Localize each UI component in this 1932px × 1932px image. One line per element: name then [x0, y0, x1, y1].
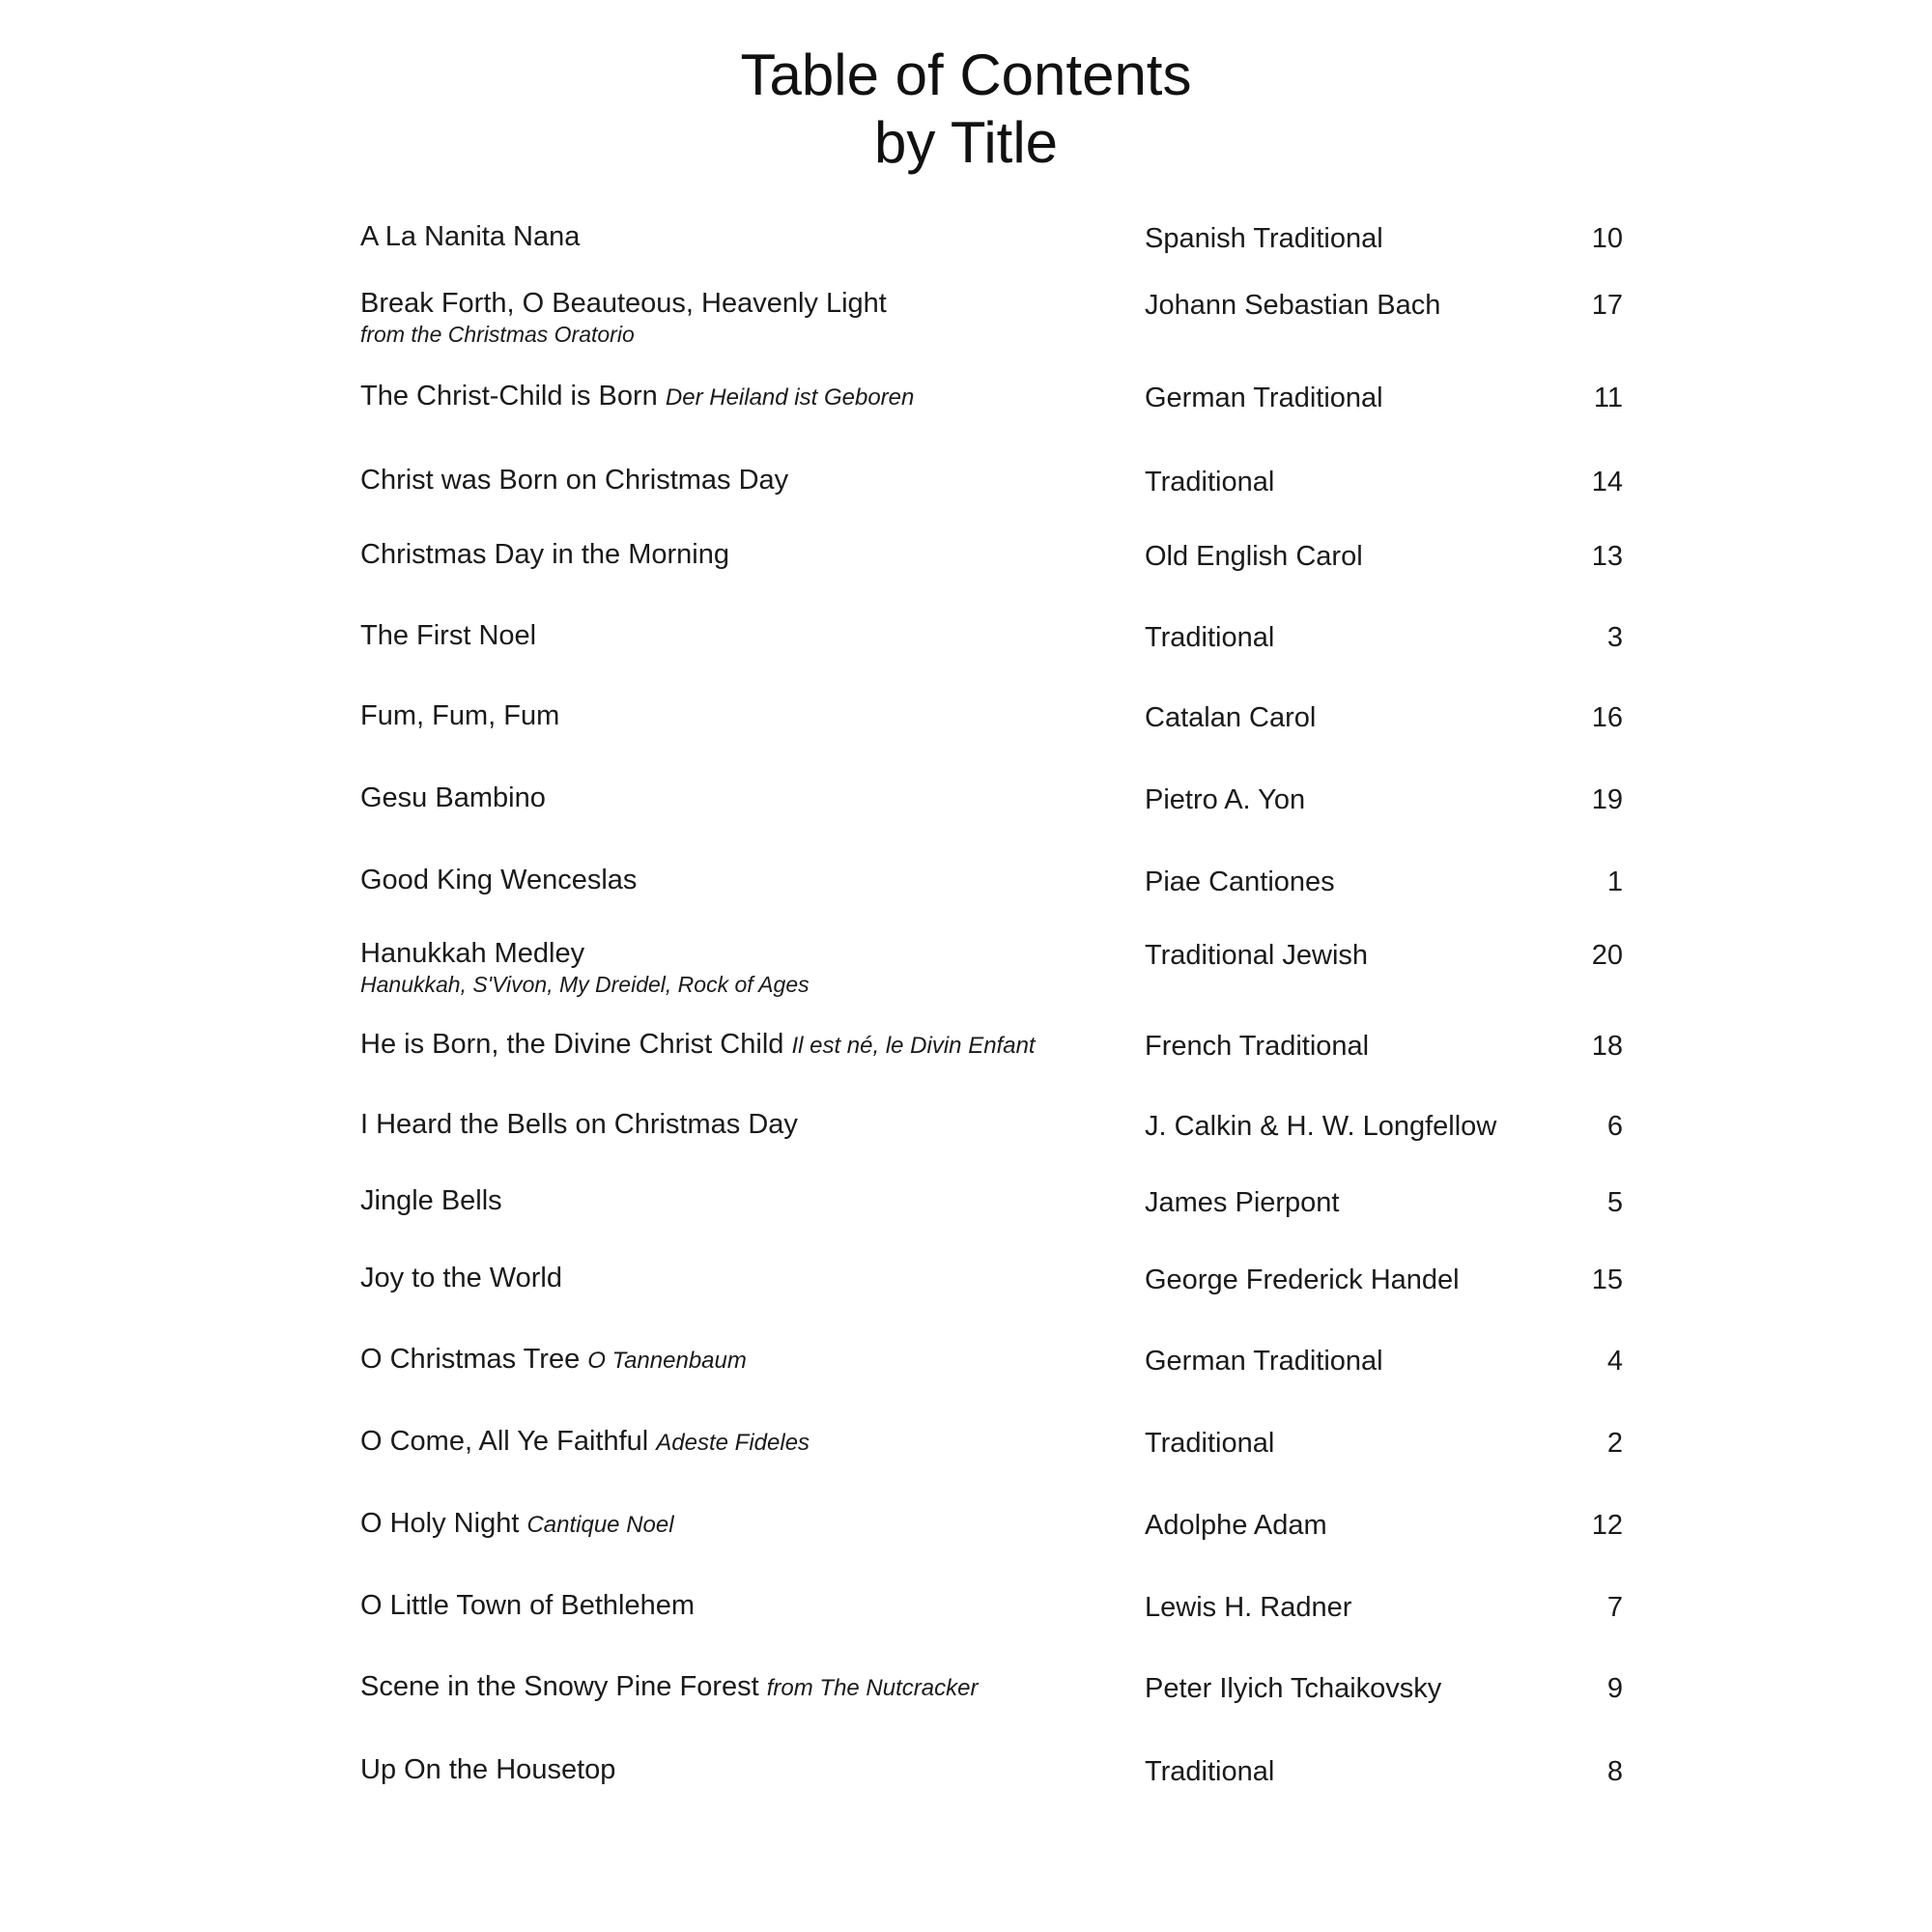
- entry-title-block: [360, 538, 1133, 571]
- entry-title: Joy to the World: [360, 1263, 563, 1293]
- entry-title: I Heard the Bells on Christmas Day: [360, 1109, 798, 1140]
- toc-entry: [0, 1028, 1932, 1095]
- entry-title: Fum, Fum, Fum: [360, 700, 560, 731]
- entry-page-number: 5: [1606, 1187, 1623, 1218]
- entry-composer: Traditional: [1145, 1756, 1275, 1787]
- entry-title: The First Noel: [360, 620, 537, 651]
- entry-composer: Traditional: [1145, 467, 1275, 497]
- toc-entry: [0, 619, 1932, 687]
- entry-page-number: 12: [1591, 1510, 1623, 1541]
- entry-page-number: 7: [1606, 1592, 1623, 1623]
- entry-composer: Adolphe Adam: [1145, 1510, 1327, 1541]
- entry-composer: German Traditional: [1145, 1346, 1383, 1377]
- entry-composer: Lewis H. Radner: [1145, 1592, 1352, 1623]
- entry-page-number: 16: [1591, 702, 1623, 733]
- entry-page-number: 15: [1591, 1264, 1623, 1295]
- toc-entry: [0, 1108, 1932, 1176]
- entry-title: Hanukkah Medley: [360, 938, 585, 969]
- toc-entry: [0, 538, 1932, 606]
- entry-title: O Christmas Tree: [360, 1344, 581, 1375]
- entry-title: He is Born, the Divine Christ Child: [360, 1029, 784, 1060]
- entry-title: Jingle Bells: [360, 1185, 502, 1216]
- entry-composer: Traditional: [1145, 1428, 1275, 1459]
- entry-composer: Piae Cantiones: [1145, 867, 1335, 897]
- entry-title: Good King Wenceslas: [360, 865, 638, 895]
- entry-page-number: 18: [1591, 1031, 1623, 1062]
- entry-page-number: 14: [1591, 467, 1623, 497]
- toc-entry: [0, 781, 1932, 849]
- entry-title: A La Nanita Nana: [360, 221, 581, 252]
- toc-entry: [0, 937, 1932, 1005]
- toc-entry: [0, 1343, 1932, 1410]
- toc-entry: [0, 1670, 1932, 1738]
- entry-composer: Peter Ilyich Tchaikovsky: [1145, 1673, 1442, 1704]
- entry-page-number: 8: [1606, 1756, 1623, 1787]
- toc-entry: [0, 1425, 1932, 1492]
- entry-page-number: 4: [1606, 1346, 1623, 1377]
- entry-composer: Catalan Carol: [1145, 702, 1317, 733]
- entry-alt-title: from The Nutcracker: [766, 1675, 979, 1701]
- toc-entry: [0, 380, 1932, 447]
- entry-alt-title: O Tannenbaum: [587, 1348, 747, 1374]
- entry-title-block: [360, 1589, 1133, 1622]
- entry-title-block: [360, 1343, 1133, 1378]
- entry-title: O Come, All Ye Faithful: [360, 1426, 649, 1457]
- entry-title-block: [360, 1753, 1133, 1786]
- toc-entry: [0, 1753, 1932, 1821]
- entry-composer: Traditional Jewish: [1145, 940, 1369, 971]
- entry-page-number: 2: [1606, 1428, 1623, 1459]
- entry-title: Christ was Born on Christmas Day: [360, 465, 789, 496]
- entry-title: O Holy Night: [360, 1508, 520, 1539]
- entry-title: Up On the Housetop: [360, 1754, 616, 1785]
- entry-alt-title: Der Heiland ist Geboren: [665, 384, 915, 411]
- entry-page-number: 20: [1591, 940, 1623, 971]
- entry-composer: Johann Sebastian Bach: [1145, 290, 1441, 321]
- entry-title-block: [360, 864, 1133, 896]
- entry-alt-title: Adeste Fideles: [656, 1430, 810, 1456]
- entry-page-number: 6: [1606, 1111, 1623, 1142]
- toc-entry: [0, 1507, 1932, 1575]
- entry-title-block: [360, 699, 1133, 732]
- entry-title-block: [360, 1670, 1133, 1705]
- entry-composer: German Traditional: [1145, 383, 1383, 413]
- entry-composer: George Frederick Handel: [1145, 1264, 1460, 1295]
- entry-page-number: 11: [1593, 383, 1623, 413]
- entry-title: Break Forth, O Beauteous, Heavenly Light: [360, 288, 887, 319]
- entry-title: Scene in the Snowy Pine Forest: [360, 1671, 759, 1702]
- toc-entry: [0, 287, 1932, 355]
- entry-title-block: [360, 380, 1133, 414]
- entry-composer: Old English Carol: [1145, 541, 1363, 572]
- entry-page-number: 13: [1591, 541, 1623, 572]
- toc-entry: [0, 1184, 1932, 1252]
- entry-title-block: [360, 619, 1133, 652]
- entry-title: Gesu Bambino: [360, 782, 546, 813]
- entry-title-block: [360, 1507, 1133, 1542]
- entry-title: O Little Town of Bethlehem: [360, 1590, 696, 1621]
- entry-composer: Spanish Traditional: [1145, 223, 1383, 254]
- entry-page-number: 9: [1606, 1673, 1623, 1704]
- toc-entry: [0, 864, 1932, 931]
- entry-composer: French Traditional: [1145, 1031, 1370, 1062]
- entry-composer: Traditional: [1145, 622, 1275, 653]
- toc-entry: [0, 1262, 1932, 1329]
- entry-alt-title: Cantique Noel: [526, 1512, 674, 1538]
- entry-title-block: [360, 1262, 1133, 1294]
- entry-page-number: 10: [1591, 223, 1623, 254]
- entry-title-block: [360, 1425, 1133, 1460]
- entry-page-number: 1: [1606, 867, 1623, 897]
- entry-subtitle: Hanukkah, S'Vivon, My Dreidel, Rock of Ages: [360, 972, 810, 997]
- entry-title-block: [360, 464, 1133, 497]
- entry-page-number: 3: [1606, 622, 1623, 653]
- toc-entry: [0, 1589, 1932, 1657]
- entry-title-block: [360, 1108, 1133, 1141]
- page-subtitle: by Title: [873, 110, 1059, 175]
- entry-title: The Christ-Child is Born: [360, 381, 658, 412]
- entry-composer: J. Calkin & H. W. Longfellow: [1145, 1111, 1497, 1142]
- entry-title-block: [360, 1184, 1133, 1217]
- entry-title-block: [360, 781, 1133, 814]
- entry-page-number: 19: [1591, 784, 1623, 815]
- entry-page-number: 17: [1591, 290, 1623, 321]
- toc-entry: [0, 464, 1932, 531]
- entry-title-block: [360, 937, 1133, 997]
- entry-composer: Pietro A. Yon: [1145, 784, 1306, 815]
- entry-title-block: [360, 287, 1133, 347]
- entry-composer: James Pierpont: [1145, 1187, 1340, 1218]
- entry-alt-title: Il est né, le Divin Enfant: [791, 1033, 1036, 1059]
- page-title: Table of Contents: [740, 43, 1192, 107]
- entry-title-block: [360, 1028, 1133, 1063]
- entry-subtitle: from the Christmas Oratorio: [360, 322, 635, 347]
- entry-title-block: [360, 220, 1133, 253]
- entry-title: Christmas Day in the Morning: [360, 539, 729, 570]
- toc-entry: [0, 699, 1932, 767]
- toc-entry: [0, 220, 1932, 288]
